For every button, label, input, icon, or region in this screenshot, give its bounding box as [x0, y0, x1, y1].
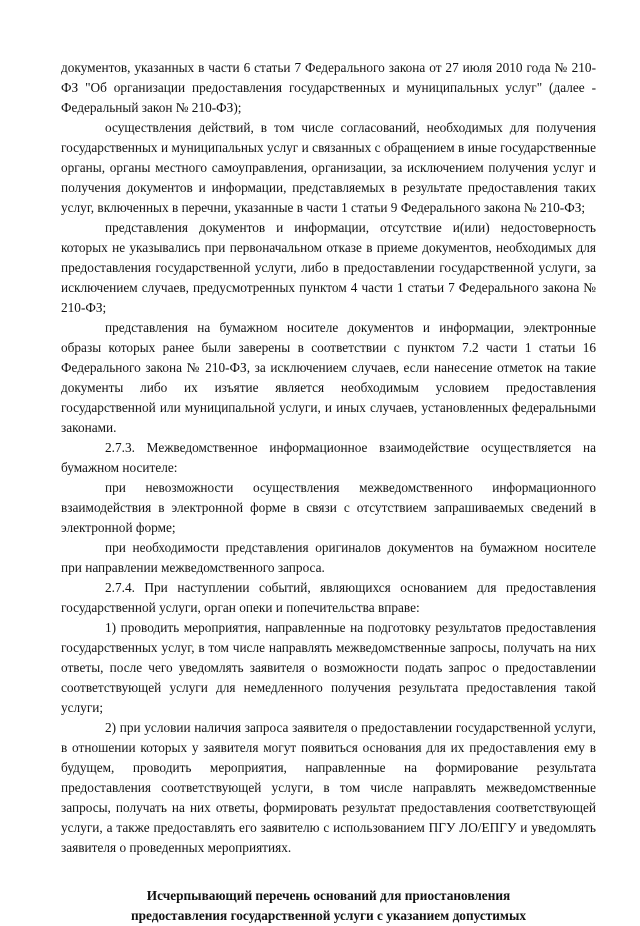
paragraph-10: 2) при условии наличия запроса заявителя о предоставлении государственной услуги, в отношении которых у заявителя могут появиться основания для их предоставления ему в будущем, проводить мероприятия, направленные на формирование результата предоставления соответствующей услуги, в том числе направлять межведомственные запросы, получать на них ответы, формировать результат предоставления соответствующей услуги, а также предоставлять его заявителю с использованием ПГУ ЛО/ЕПГУ и уведомлять заявителя о проведенных мероприятиях.	[61, 720, 596, 855]
document-page	[61, 58, 596, 926]
paragraph-7: при необходимости представления оригиналов документов на бумажном носителе при направлении межведомственного запроса.	[61, 540, 596, 575]
paragraph-4: представления на бумажном носителе документов и информации, электронные образы которых ранее были заверены в соответствии с пунктом 7.2 части 1 статьи 16 Федерального закона № 210-ФЗ, за исключением случаев, если нанесение отметок на такие документы либо их изъятие является необходимым условием предоставления государственной или муниципальной услуги, и иных случаев, установленных федеральными законами.	[61, 320, 596, 435]
section-heading-line-1: Исчерпывающий перечень оснований для приостановления	[146, 888, 511, 903]
paragraph-9: 1) проводить мероприятия, направленные на подготовку результатов предоставления государственных услуг, в том числе направлять межведомственные запросы, получать на них ответы, после чего уведомлять заявителя о возможности подать запрос о предоставлении соответствующей услуги для немедленного получения результата предоставления такой услуги;	[61, 620, 596, 715]
paragraph-1: документов, указанных в части 6 статьи 7 Федерального закона от 27 июля 2010 года № 210-ФЗ "Об организации предоставления государственных и муниципальных услуг" (далее - Федеральный закон № 210-ФЗ);	[61, 60, 596, 115]
paragraph-5: 2.7.3. Межведомственное информационное взаимодействие осуществляется на бумажном носителе:	[61, 440, 596, 475]
paragraph-3: представления документов и информации, отсутствие и(или) недостоверность которых не указывались при первоначальном отказе в приеме документов, необходимых для предоставления государственной услуги, либо в предоставлении государственной услуги, за исключением случаев, предусмотренных пунктом 4 части 1 статьи 7 Федерального закона № 210-ФЗ;	[61, 220, 596, 315]
paragraph-6: при невозможности осуществления межведомственного информационного взаимодействия в электронной форме в связи с отсутствием запрашиваемых сведений в электронной форме;	[61, 480, 596, 535]
paragraph-8: 2.7.4. При наступлении событий, являющихся основанием для предоставления государственной услуги, орган опеки и попечительства вправе:	[61, 580, 596, 615]
section-heading	[61, 886, 596, 926]
section-heading-line-2: предоставления государственной услуги с указанием допустимых	[130, 908, 527, 923]
paragraph-2: осуществления действий, в том числе согласований, необходимых для получения государственных и муниципальных услуг и связанных с обращением в иные государственные органы, органы местного самоуправления, организации, за исключением получения услуг и получения документов и информации, представляемых в результате предоставления таких услуг, включенных в перечни, указанные в части 1 статьи 9 Федерального закона № 210-ФЗ;	[61, 120, 596, 215]
